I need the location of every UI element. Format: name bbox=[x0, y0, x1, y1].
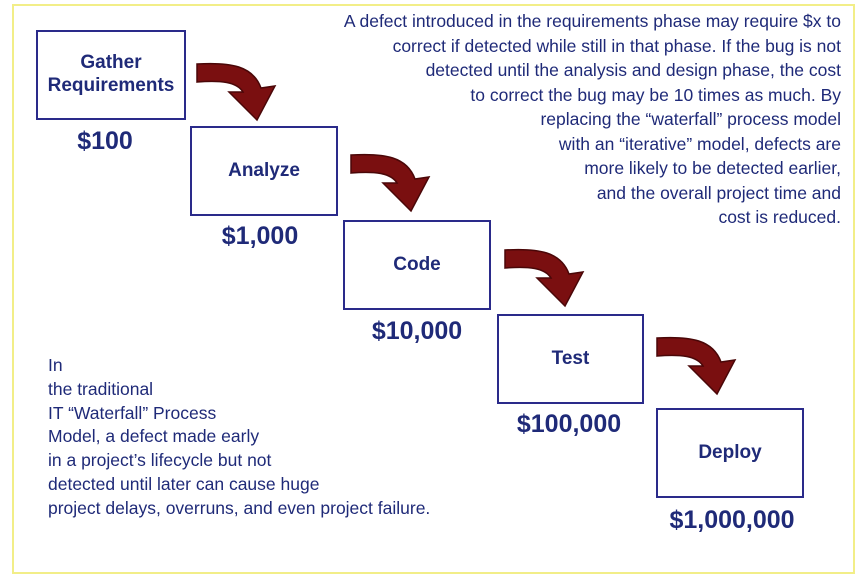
stage-cost-analyze: $1,000 bbox=[221, 222, 299, 250]
stage-cost-test: $100,000 bbox=[516, 410, 622, 438]
stage-label: Analyze bbox=[228, 159, 300, 181]
description-line: cost is reduced. bbox=[718, 207, 841, 227]
description-line: detected until the analysis and design phase, the cost bbox=[425, 60, 841, 80]
description-line: more likely to be detected earlier, bbox=[584, 158, 841, 178]
description-line: and the overall project time and bbox=[596, 182, 841, 203]
stage-box-code bbox=[343, 220, 491, 310]
note-line: in a project’s lifecycle but not bbox=[48, 450, 272, 471]
cost-description bbox=[205, 9, 841, 230]
stage-cost-gather-requirements: $100 bbox=[77, 127, 133, 155]
description-line: A defect introduced in the requirements phase may require $x to bbox=[343, 11, 841, 31]
description-line: to correct the bug may be 10 times as much. By bbox=[470, 84, 841, 105]
note-line: In bbox=[48, 355, 63, 375]
curved-down-arrow-icon bbox=[655, 326, 755, 401]
stage-label: Deploy bbox=[698, 441, 762, 463]
description-line: with an “iterative” model, defects are bbox=[558, 133, 841, 154]
stage-label: Code bbox=[393, 253, 441, 275]
note-line: Model, a defect made early bbox=[48, 426, 260, 447]
stage-label: Test bbox=[551, 347, 590, 369]
stage-label: Gather Requirements bbox=[47, 52, 175, 96]
note-line: IT “Waterfall” Process bbox=[48, 402, 217, 423]
description-line: replacing the “waterfall” process model bbox=[540, 109, 841, 129]
stage-box-gather-requirements bbox=[36, 30, 186, 120]
note-line: project delays, overruns, and even project failure. bbox=[48, 497, 431, 518]
note-line: detected until later can cause huge bbox=[48, 473, 320, 494]
description-line: correct if detected while still in that phase. If the bug is not bbox=[392, 35, 841, 56]
waterfall-note bbox=[48, 354, 568, 521]
stage-cost-deploy: $1,000,000 bbox=[669, 506, 795, 534]
curved-down-arrow-icon bbox=[503, 238, 603, 313]
stage-cost-code: $10,000 bbox=[371, 317, 463, 345]
note-line: the traditional bbox=[48, 378, 154, 399]
stage-box-deploy bbox=[656, 408, 804, 498]
